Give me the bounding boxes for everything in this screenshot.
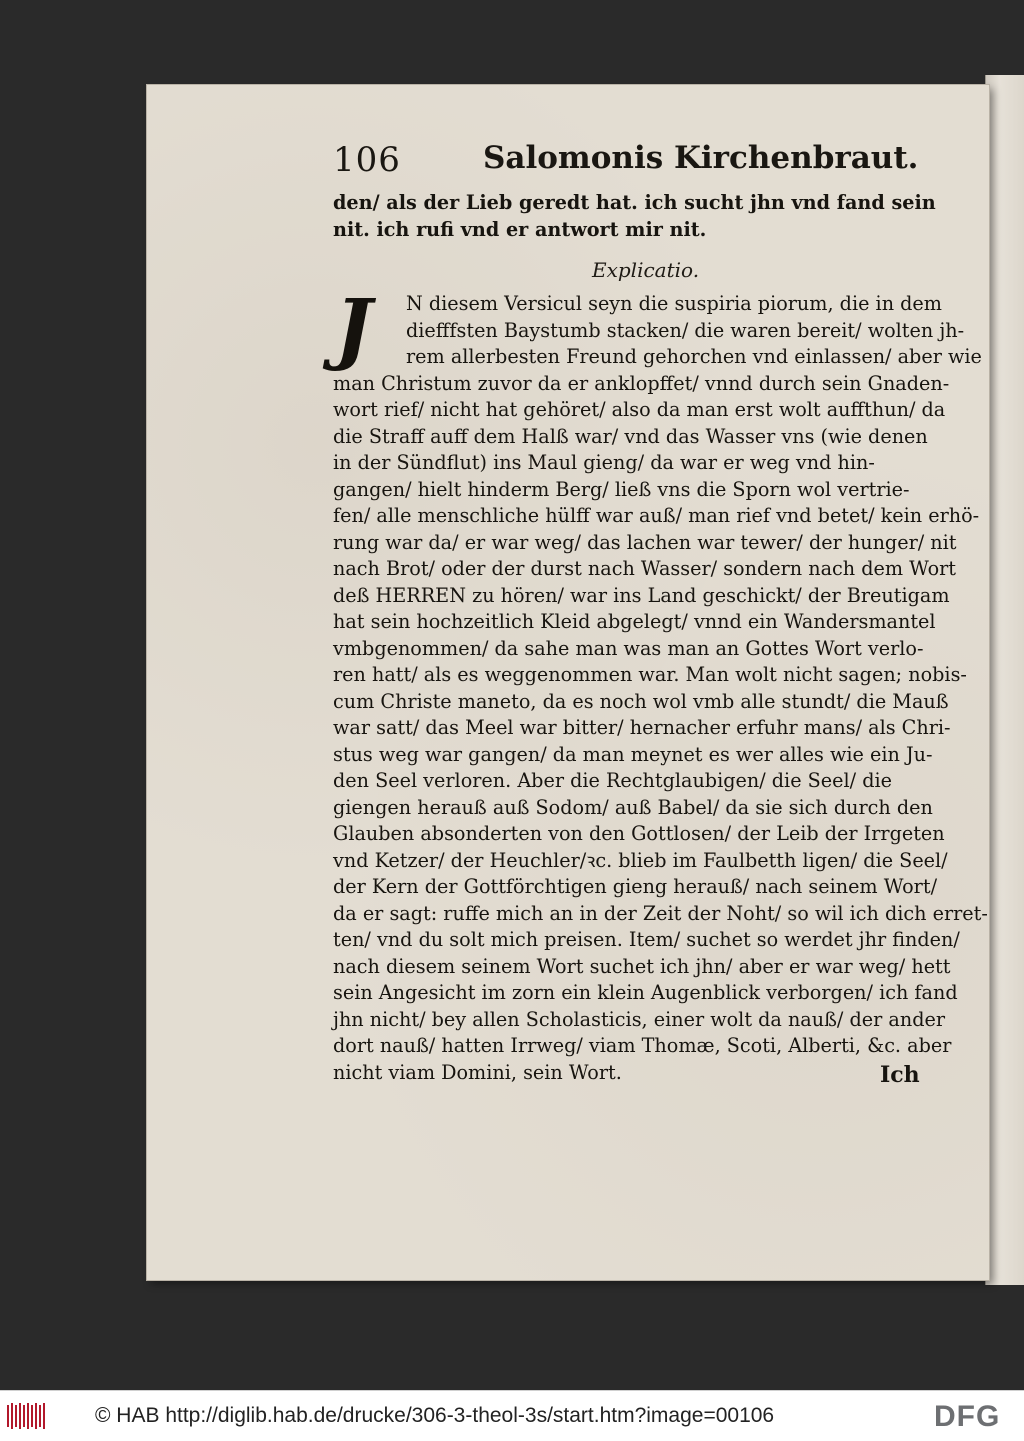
text-line: den Seel verloren. Aber die Rechtglaubigen/ die Seel/ die	[333, 769, 892, 792]
text-line: die Straff auff dem Halß war/ vnd das Wasser vns (wie denen	[333, 424, 928, 448]
dfg-logo: DFG	[934, 1400, 1001, 1433]
decorated-initial: J	[335, 283, 372, 374]
text-line: diefffsten Baystumb stacken/ die waren bereit/ wolten jh-	[406, 318, 965, 342]
text-line: fen/ alle menschliche hülff war auß/ man rief vnd betet/ kein erhö-	[333, 504, 980, 527]
text-line: der Kern der Gottförchtigen gieng herauß/ nach seinem Wort/	[333, 875, 938, 898]
text-line: vmbgenommen/ da sahe man was man an Gottes Wort verlo-	[333, 636, 924, 660]
text-line: hat sein hochzeitlich Kleid abgelegt/ vnnd ein Wandersmantel	[333, 610, 936, 633]
text-line: N diesem Versicul seyn die suspiria piorum, die in dem	[406, 292, 942, 315]
text-line: nach Brot/ oder der durst nach Wasser/ sondern nach dem Wort	[333, 557, 957, 580]
page-header	[333, 140, 943, 186]
footer-bar	[0, 1390, 1024, 1441]
text-line: deß HERREN zu hören/ war ins Land geschickt/ der Breutigam	[333, 583, 950, 607]
text-line: cum Christe maneto, da es noch wol vmb alle stundt/ die Mauß	[333, 689, 949, 713]
text-line: den/ als der Lieb geredt hat. ich sucht jhn vnd fand sein	[333, 191, 936, 214]
text-line: in der Sündflut) ins Maul gieng/ da war er weg vnd hin-	[333, 451, 875, 474]
text-line: man Christum zuvor da er anklopffet/ vnnd durch sein Gnaden-	[333, 371, 950, 395]
text-line: war satt/ das Meel war bitter/ hernacher erfuhr mans/ als Chri-	[333, 716, 951, 739]
text-line: wort rief/ nicht hat gehöret/ also da man erst wolt auffthun/ da	[333, 398, 946, 421]
catchword: Ich	[880, 1062, 920, 1088]
text-line: rem allerbesten Freund gehorchen vnd einlassen/ aber wie	[406, 345, 982, 368]
text-line: stus weg war gangen/ da man meynet es wer alles wie ein Ju-	[333, 742, 933, 766]
intro-text	[333, 190, 936, 243]
page-number: 106	[333, 140, 401, 180]
text-line: rung war da/ er war weg/ das lachen war tewer/ der hunger/ nit	[333, 530, 957, 554]
text-line: ren hatt/ als es weggenommen war. Man wolt nicht sagen; nobis-	[333, 663, 967, 686]
hab-logo-icon	[6, 1401, 48, 1431]
running-title: Salomonis Kirchenbraut.	[483, 140, 919, 176]
text-line: nach diesem seinem Wort suchet ich jhn/ aber er war weg/ hett	[333, 954, 951, 978]
text-line: dort nauß/ hatten Irrweg/ viam Thomæ, Scoti, Alberti, &c. aber	[333, 1034, 952, 1057]
text-line: vnd Ketzer/ der Heuchler/ꝛc. blieb im Faulbetth ligen/ die Seel/	[333, 848, 948, 872]
facing-page-edge	[985, 75, 1024, 1285]
text-line: da er sagt: ruffe mich an in der Zeit der Noht/ so wil ich dich erret-	[333, 901, 988, 925]
section-heading: Explicatio.	[592, 258, 700, 282]
text-line: nit. ich rufi vnd er antwort mir nit.	[333, 217, 707, 241]
text-line: Glauben absonderten von den Gottlosen/ der Leib der Irrgeten	[333, 822, 945, 845]
text-line: gangen/ hielt hinderm Berg/ ließ vns die Sporn wol vertrie-	[333, 477, 910, 501]
source-link[interactable]: © HAB http://diglib.hab.de/drucke/306-3-theol-3s/start.htm?image=00106	[95, 1404, 775, 1427]
body-text	[333, 283, 988, 1086]
text-line: nicht viam Domini, sein Wort.	[333, 1060, 622, 1084]
text-line: ten/ vnd du solt mich preisen. Item/ suchet so werdet jhr finden/	[333, 928, 960, 951]
text-line: giengen herauß auß Sodom/ auß Babel/ da sie sich durch den	[333, 795, 933, 819]
text-line: sein Angesicht im zorn ein klein Augenblick verborgen/ ich fand	[333, 981, 958, 1004]
text-line: jhn nicht/ bey allen Scholasticis, einer wolt da nauß/ der ander	[333, 1007, 946, 1031]
